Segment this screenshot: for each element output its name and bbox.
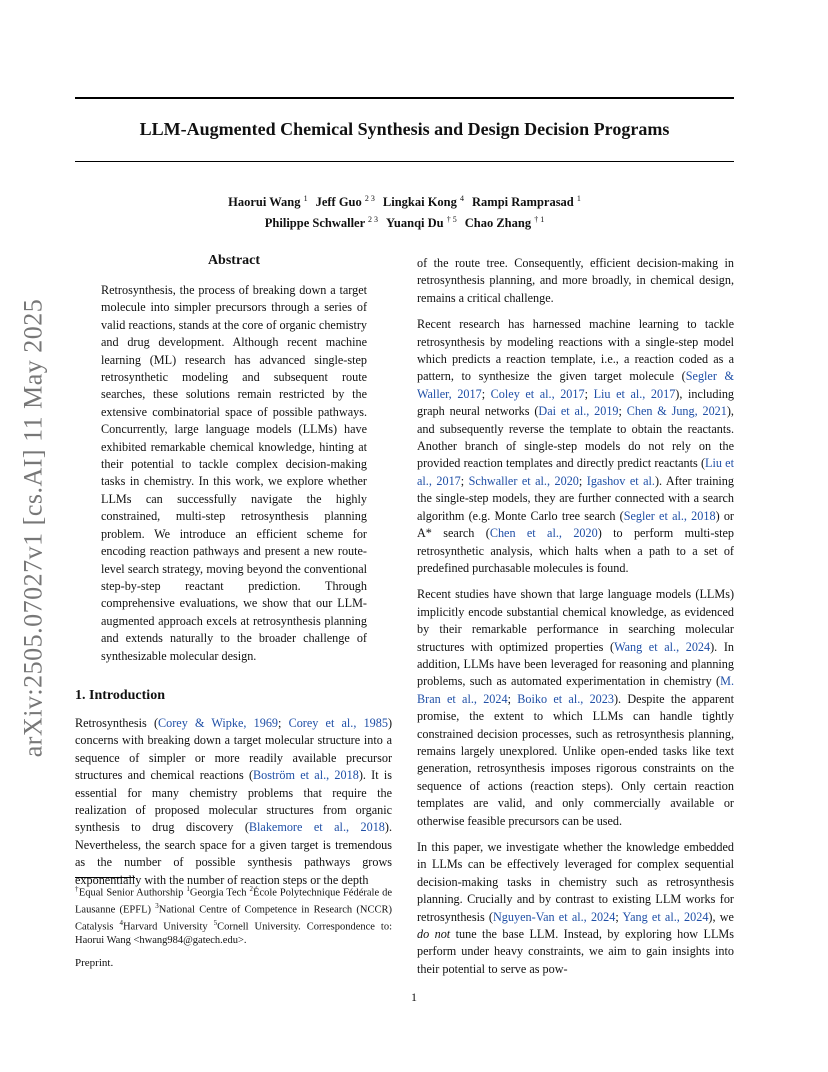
affiliation-marker: 1: [303, 194, 308, 203]
citation-link[interactable]: Boström et al., 2018: [253, 768, 359, 783]
citation-link[interactable]: Schwaller et al., 2020: [468, 473, 579, 488]
citation-link[interactable]: Corey et al., 1985: [288, 716, 388, 730]
footnote-marker: 3: [155, 902, 159, 910]
footnote-marker: 4: [119, 919, 123, 927]
citation-link[interactable]: Corey & Wipke, 1969: [158, 716, 279, 730]
affiliation-marker: 2 3: [368, 215, 379, 225]
citation-link[interactable]: Chen et al., 2020: [489, 526, 598, 541]
affiliation-marker: 1: [576, 194, 581, 203]
paper-title: LLM-Augmented Chemical Synthesis and Design Decision Programs: [139, 119, 670, 139]
paragraph: Recent studies have shown that large language models (LLMs) implicitly encode substantial chemical knowledge, as evidenced by their remarkable performance in searching molecular structures with optimized properties (Wang et al., 2024). In addition, LLMs have been leveraged for reasoning and planning problems, such as automated experimentation in chemistry (M. Bran et al., 2024; Boiko et al., 2023). Despite the apparent promise, the extent to which LLMs can handle tightly constrained decision processes, such as retrosynthesis planning, remains largely unexplored. Unlike open-ended tasks like text generation, retrosynthesis imposes rigorous constraints on the sequence of actions (reaction steps). Only certain reaction templates are valid, and only commercially available or otherwise feasible precursors can be used.: [417, 587, 734, 828]
title-top-rule: [75, 97, 734, 99]
author-line-1: [75, 190, 734, 211]
citation-link[interactable]: Yang et al., 2024: [622, 909, 709, 924]
citation-link[interactable]: Segler et al., 2018: [623, 508, 716, 523]
emphasis: do not: [417, 927, 451, 942]
footnote-marker: 2: [249, 885, 254, 893]
citation-link[interactable]: Nguyen-Van et al., 2024: [492, 909, 616, 924]
author-name: Jeff Guo $^{2 3}$: [315, 194, 375, 210]
preprint-label: Preprint.: [75, 957, 114, 969]
title-bottom-rule: [75, 161, 734, 162]
footnote-marker: 1: [186, 885, 190, 893]
abstract-text: Retrosynthesis, the process of breaking down a target molecule into simpler precursors through a series of valid reactions, stands at the core of organic chemistry and drug development. Although recent machine learning (ML) research has advanced single-step retrosynthetic modeling and subsequent route searches, these solutions remain restricted by the extensive combinatorial space of possible pathways. Concurrently, large language models (LLMs) have exhibited remarkable chemical knowledge, hinting at their potential to tackle complex decision-making tasks in chemistry. In this work, we explore whether LLMs can successfully navigate the highly constrained, multi-step retrosynthesis planning problem. We introduce an efficient scheme for encoding reaction pathways and present a new route-level search strategy, moving beyond the conventional step-by-step reactant prediction. Through comprehensive evaluations, we show that our LLM-augmented approach excels at retrosynthesis planning and extends naturally to the broader challenge of synthesizable molecular design.: [101, 283, 367, 663]
introduction-column-left: [75, 715, 392, 898]
author-line-2: [75, 211, 734, 232]
section-heading-introduction: 1. Introduction: [75, 688, 165, 703]
page-number: 1: [411, 990, 417, 1004]
citation-link[interactable]: Segler & Waller, 2017: [417, 369, 734, 401]
citation-link[interactable]: M. Bran et al., 2024: [417, 674, 734, 706]
paragraph: of the route tree. Consequently, efficient decision-making in retrosynthesis planning, and more broadly, in chemical design, remains a critical challenge.: [417, 256, 734, 305]
author-name: Lingkai Kong $^4$: [382, 194, 465, 210]
paragraph: In this paper, we investigate whether the knowledge embedded in LLMs can be effectively leveraged for complex sequential decision-making tasks in chemistry such as retrosynthesis planning. Crucially and by contrast to existing LLM works for retrosynthesis (Nguyen-Van et al., 2024; Yang et al., 2024), we do not tune the base LLM. Instead, by exploring how LLMs perform under heavy constraints, we aim to gain insights into their potential to serve as pow-: [417, 840, 734, 976]
citation-link[interactable]: Boiko et al., 2023: [517, 691, 614, 706]
paragraph: Retrosynthesis (Corey & Wipke, 1969; Corey et al., 1985) concerns with breaking down a target molecular structure into a sequence of simpler or more readily available precursor structures and chemical reactions (Boström et al., 2018). It is essential for many chemistry problems that require the realization of proposed molecular structures from organic synthesis to drug discovery (Blakemore et al., 2018). Nevertheless, the search space for a given target is tremendous as the number of possible synthesis pathways grows exponentially with the number of reaction steps or the depth: [75, 716, 393, 887]
citation-link[interactable]: Blakemore et al., 2018: [248, 820, 385, 835]
author-name: Yuanqi Du $^{\dagger 5}$: [386, 215, 457, 231]
citation-link[interactable]: Dai et al., 2019: [538, 404, 619, 419]
citation-link[interactable]: Liu et al., 2017: [417, 456, 734, 488]
author-name: Rampi Ramprasad $^1$: [472, 194, 581, 210]
footnote-marker: †: [75, 885, 79, 893]
citation-link[interactable]: Chen & Jung, 2021: [626, 404, 727, 419]
affiliation-marker: 4: [460, 194, 465, 203]
author-block: [75, 190, 734, 232]
author-name: Chao Zhang $^{\dagger 1}$: [464, 215, 545, 231]
affiliations-footnote: †Equal Senior Authorship $^1$Georgia Tech $^2$École Polytechnique Fédérale de Lausanne (EPFL) $^3$National Centre of Competence in Research (NCCR) Catalysis $^4$Harvard University $^5$Cornell University. Correspondence to: Haorui Wang <hwang984@gatech.edu>.: [75, 885, 392, 946]
author-name: Haorui Wang $^1$: [228, 194, 308, 210]
arxiv-stamp: [19, 292, 47, 764]
citation-link[interactable]: Wang et al., 2024: [614, 639, 711, 654]
footnote-rule: [75, 877, 135, 878]
citation-link[interactable]: Liu et al., 2017: [593, 386, 676, 401]
paragraph: Recent research has harnessed machine learning to tackle retrosynthesis by modeling reactions with a single-step model which predicts a reaction template, i.e., a reaction coded as a pattern, to synthesize the given target molecule (Segler & Waller, 2017; Coley et al., 2017; Liu et al., 2017), including graph neural networks (Dai et al., 2019; Chen & Jung, 2021), and subsequently reverse the template to obtain the reactants. Another branch of single-step models do not rely on the provided reaction templates and directly predict reactants (Liu et al., 2017; Schwaller et al., 2020; Igashov et al.). After training the single-step models, they are further connected with a search algorithm (e.g. Monte Carlo tree search (Segler et al., 2018) or A* search (Chen et al., 2020) to perform multi-step retrosynthetic analysis, which halts when a path to a set of predefined purchasable molecules is found.: [417, 317, 735, 575]
right-column: [417, 255, 734, 987]
arxiv-id: arXiv:2505.07027v1 [cs.AI] 11 May 2025: [18, 298, 47, 758]
author-name: Philippe Schwaller $^{2 3}$: [264, 215, 379, 231]
affiliation-marker: † 5: [446, 215, 457, 225]
citation-link[interactable]: Coley et al., 2017: [490, 386, 585, 401]
affiliation-marker: 2 3: [364, 194, 375, 203]
footnote-marker: 5: [213, 919, 218, 927]
citation-link[interactable]: Igashov et al.: [586, 473, 655, 488]
affiliation-marker: † 1: [534, 215, 545, 225]
abstract-heading: Abstract: [207, 253, 261, 268]
